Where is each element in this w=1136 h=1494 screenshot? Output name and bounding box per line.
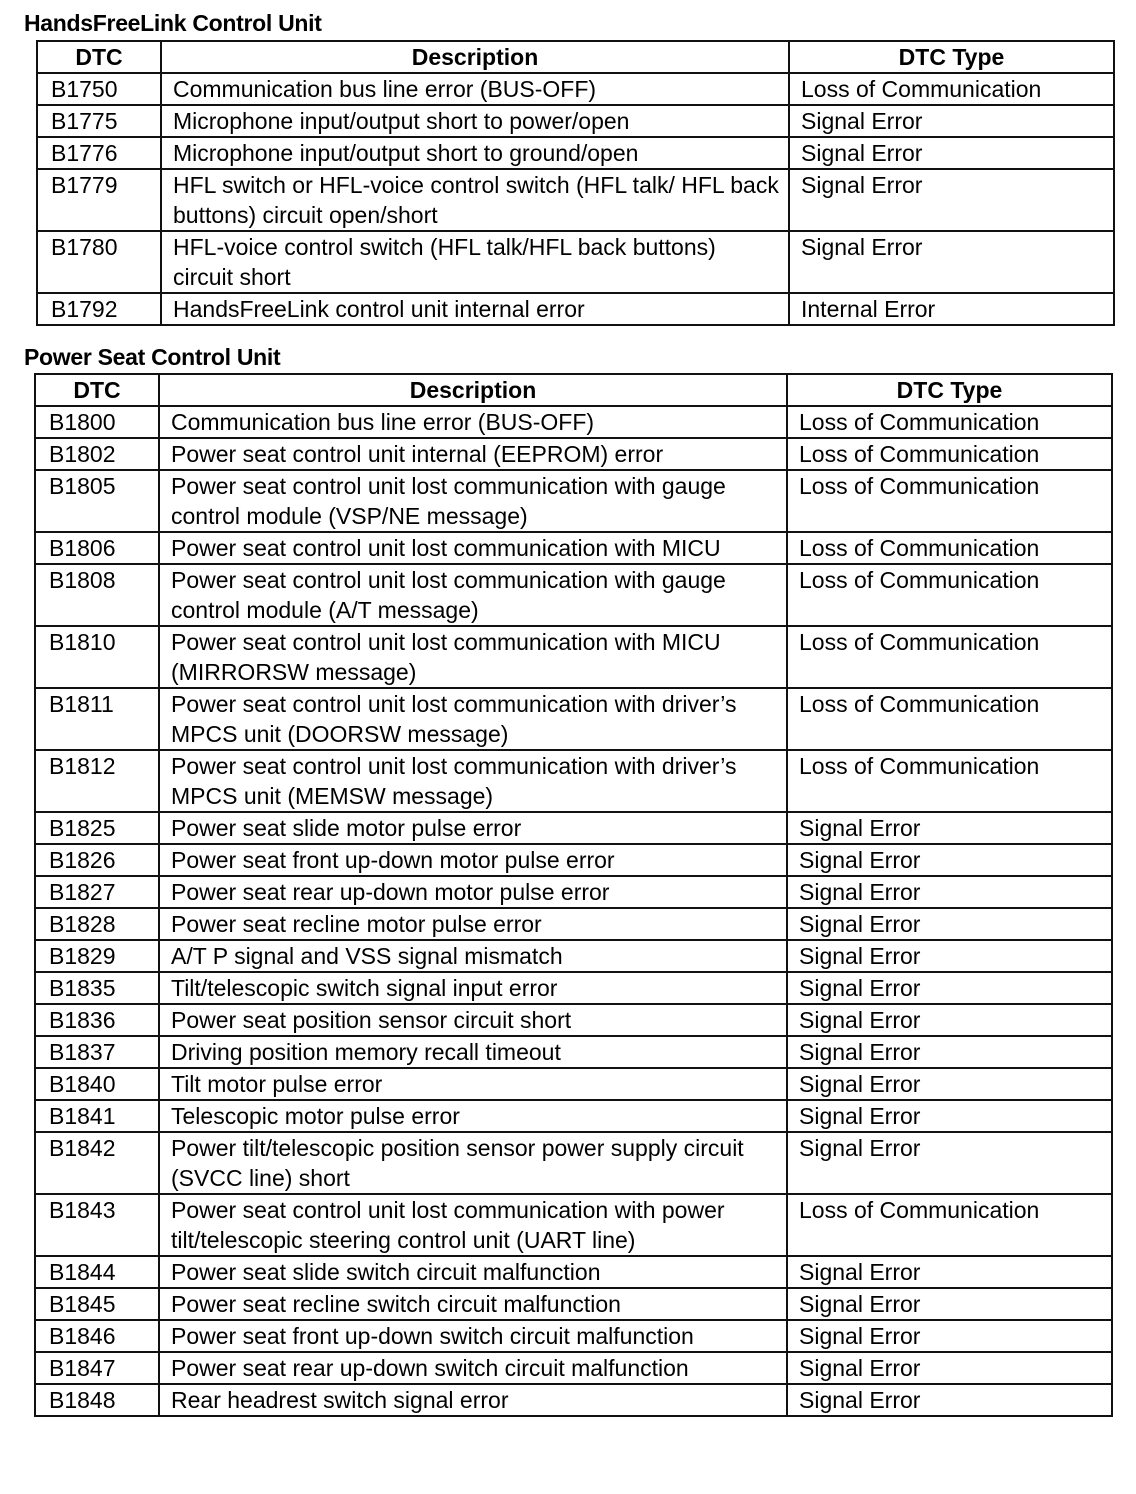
table-row (35, 972, 1112, 1004)
table-row (35, 626, 1112, 688)
description-cell: Power seat recline switch circuit malfunction (159, 1288, 787, 1320)
description-cell: Power seat slide motor pulse error (159, 812, 787, 844)
description-cell: Communication bus line error (BUS-OFF) (159, 406, 787, 438)
table-row (35, 564, 1112, 626)
description-column-header: Description (161, 41, 789, 73)
dtc-code-cell: B1779 (37, 169, 161, 231)
dtc-code-cell: B1836 (35, 1004, 159, 1036)
description-cell: Power seat control unit lost communication with gauge control module (A/T message) (159, 564, 787, 626)
dtc-code-cell: B1811 (35, 688, 159, 750)
dtc-type-cell: Loss of Communication (787, 750, 1112, 812)
dtc-code-cell: B1844 (35, 1256, 159, 1288)
dtc-code-cell: B1808 (35, 564, 159, 626)
dtc-type-cell: Signal Error (787, 1004, 1112, 1036)
description-cell: Driving position memory recall timeout (159, 1036, 787, 1068)
description-cell: Tilt/telescopic switch signal input error (159, 972, 787, 1004)
dtc-type-cell: Signal Error (789, 137, 1114, 169)
dtc-code-cell: B1800 (35, 406, 159, 438)
dtc-code-cell: B1825 (35, 812, 159, 844)
power-seat-dtc-table (34, 373, 1113, 1417)
table-row (37, 137, 1114, 169)
table-row (35, 750, 1112, 812)
table-row (35, 438, 1112, 470)
description-cell: Telescopic motor pulse error (159, 1100, 787, 1132)
dtc-code-cell: B1805 (35, 470, 159, 532)
table-row (35, 1256, 1112, 1288)
description-cell: Power seat control unit lost communication with MICU (159, 532, 787, 564)
table-header-row (35, 374, 1112, 406)
dtc-code-cell: B1840 (35, 1068, 159, 1100)
table-row (35, 1132, 1112, 1194)
handsfreelink-section-title: HandsFreeLink Control Unit (24, 10, 322, 36)
dtc-code-cell: B1826 (35, 844, 159, 876)
dtc-code-cell: B1780 (37, 231, 161, 293)
table-header-row (37, 41, 1114, 73)
description-cell: HFL switch or HFL-voice control switch (HFL talk/ HFL back buttons) circuit open/short (161, 169, 789, 231)
dtc-type-cell: Loss of Communication (789, 73, 1114, 105)
description-cell: Power seat front up-down switch circuit malfunction (159, 1320, 787, 1352)
table-row (35, 688, 1112, 750)
table-row (35, 1068, 1112, 1100)
dtc-type-cell: Loss of Communication (787, 532, 1112, 564)
description-cell: Power seat control unit lost communication with driver’s MPCS unit (DOORSW message) (159, 688, 787, 750)
dtc-type-column-header: DTC Type (787, 374, 1112, 406)
dtc-type-cell: Signal Error (787, 1288, 1112, 1320)
description-cell: A/T P signal and VSS signal mismatch (159, 940, 787, 972)
dtc-code-cell: B1842 (35, 1132, 159, 1194)
dtc-type-cell: Loss of Communication (787, 406, 1112, 438)
dtc-type-cell: Signal Error (789, 105, 1114, 137)
dtc-type-cell: Signal Error (789, 231, 1114, 293)
dtc-code-cell: B1802 (35, 438, 159, 470)
dtc-type-cell: Signal Error (787, 1100, 1112, 1132)
description-cell: Power seat control unit lost communication with MICU (MIRRORSW message) (159, 626, 787, 688)
table-row (35, 406, 1112, 438)
description-cell: Power seat control unit lost communication with gauge control module (VSP/NE message) (159, 470, 787, 532)
dtc-type-cell: Signal Error (787, 972, 1112, 1004)
dtc-type-cell: Signal Error (787, 1068, 1112, 1100)
description-cell: HandsFreeLink control unit internal error (161, 293, 789, 325)
table-row (37, 293, 1114, 325)
dtc-code-cell: B1827 (35, 876, 159, 908)
dtc-type-cell: Signal Error (787, 1132, 1112, 1194)
dtc-code-cell: B1750 (37, 73, 161, 105)
table-row (37, 105, 1114, 137)
table-row (35, 1100, 1112, 1132)
dtc-type-column-header: DTC Type (789, 41, 1114, 73)
dtc-code-cell: B1847 (35, 1352, 159, 1384)
dtc-type-cell: Signal Error (787, 1384, 1112, 1416)
description-cell: Power seat slide switch circuit malfunction (159, 1256, 787, 1288)
description-cell: Communication bus line error (BUS-OFF) (161, 73, 789, 105)
table-row (35, 1194, 1112, 1256)
dtc-type-cell: Loss of Communication (787, 1194, 1112, 1256)
description-cell: Power seat control unit internal (EEPROM) error (159, 438, 787, 470)
dtc-code-cell: B1829 (35, 940, 159, 972)
dtc-code-cell: B1792 (37, 293, 161, 325)
dtc-type-cell: Signal Error (787, 1352, 1112, 1384)
dtc-type-cell: Signal Error (787, 1320, 1112, 1352)
dtc-code-cell: B1806 (35, 532, 159, 564)
dtc-code-cell: B1776 (37, 137, 161, 169)
dtc-type-cell: Signal Error (787, 876, 1112, 908)
dtc-type-cell: Signal Error (787, 1256, 1112, 1288)
dtc-code-cell: B1828 (35, 908, 159, 940)
table-row (35, 1004, 1112, 1036)
dtc-code-cell: B1848 (35, 1384, 159, 1416)
description-cell: Microphone input/output short to ground/open (161, 137, 789, 169)
description-cell: HFL-voice control switch (HFL talk/HFL back buttons) circuit short (161, 231, 789, 293)
dtc-type-cell: Signal Error (787, 844, 1112, 876)
table-row (35, 908, 1112, 940)
dtc-code-cell: B1843 (35, 1194, 159, 1256)
description-cell: Tilt motor pulse error (159, 1068, 787, 1100)
description-cell: Power seat control unit lost communication with power tilt/telescopic steering control unit (UART line) (159, 1194, 787, 1256)
table-row (37, 73, 1114, 105)
dtc-type-cell: Loss of Communication (787, 564, 1112, 626)
table-row (35, 1320, 1112, 1352)
dtc-code-cell: B1812 (35, 750, 159, 812)
dtc-type-cell: Signal Error (789, 169, 1114, 231)
dtc-code-cell: B1810 (35, 626, 159, 688)
description-cell: Power seat front up-down motor pulse error (159, 844, 787, 876)
dtc-type-cell: Loss of Communication (787, 470, 1112, 532)
description-cell: Power tilt/telescopic position sensor power supply circuit (SVCC line) short (159, 1132, 787, 1194)
table-row (35, 470, 1112, 532)
dtc-type-cell: Loss of Communication (787, 438, 1112, 470)
description-cell: Power seat recline motor pulse error (159, 908, 787, 940)
table-row (35, 876, 1112, 908)
table-row (37, 169, 1114, 231)
dtc-type-cell: Signal Error (787, 940, 1112, 972)
dtc-type-cell: Signal Error (787, 812, 1112, 844)
description-cell: Power seat rear up-down motor pulse error (159, 876, 787, 908)
description-cell: Power seat position sensor circuit short (159, 1004, 787, 1036)
table-row (37, 231, 1114, 293)
description-column-header: Description (159, 374, 787, 406)
dtc-column-header: DTC (35, 374, 159, 406)
table-row (35, 1288, 1112, 1320)
handsfreelink-dtc-table (36, 40, 1115, 326)
table-row (35, 844, 1112, 876)
table-row (35, 532, 1112, 564)
table-row (35, 1036, 1112, 1068)
dtc-type-cell: Signal Error (787, 1036, 1112, 1068)
dtc-code-cell: B1846 (35, 1320, 159, 1352)
table-row (35, 1352, 1112, 1384)
dtc-code-cell: B1841 (35, 1100, 159, 1132)
table-row (35, 940, 1112, 972)
dtc-type-cell: Internal Error (789, 293, 1114, 325)
dtc-type-cell: Signal Error (787, 908, 1112, 940)
dtc-code-cell: B1845 (35, 1288, 159, 1320)
dtc-type-cell: Loss of Communication (787, 688, 1112, 750)
dtc-column-header: DTC (37, 41, 161, 73)
description-cell: Microphone input/output short to power/open (161, 105, 789, 137)
table-row (35, 1384, 1112, 1416)
dtc-code-cell: B1835 (35, 972, 159, 1004)
dtc-type-cell: Loss of Communication (787, 626, 1112, 688)
description-cell: Power seat rear up-down switch circuit malfunction (159, 1352, 787, 1384)
description-cell: Power seat control unit lost communication with driver’s MPCS unit (MEMSW message) (159, 750, 787, 812)
power-seat-section-title: Power Seat Control Unit (24, 344, 281, 370)
dtc-code-cell: B1837 (35, 1036, 159, 1068)
description-cell: Rear headrest switch signal error (159, 1384, 787, 1416)
dtc-code-cell: B1775 (37, 105, 161, 137)
table-row (35, 812, 1112, 844)
